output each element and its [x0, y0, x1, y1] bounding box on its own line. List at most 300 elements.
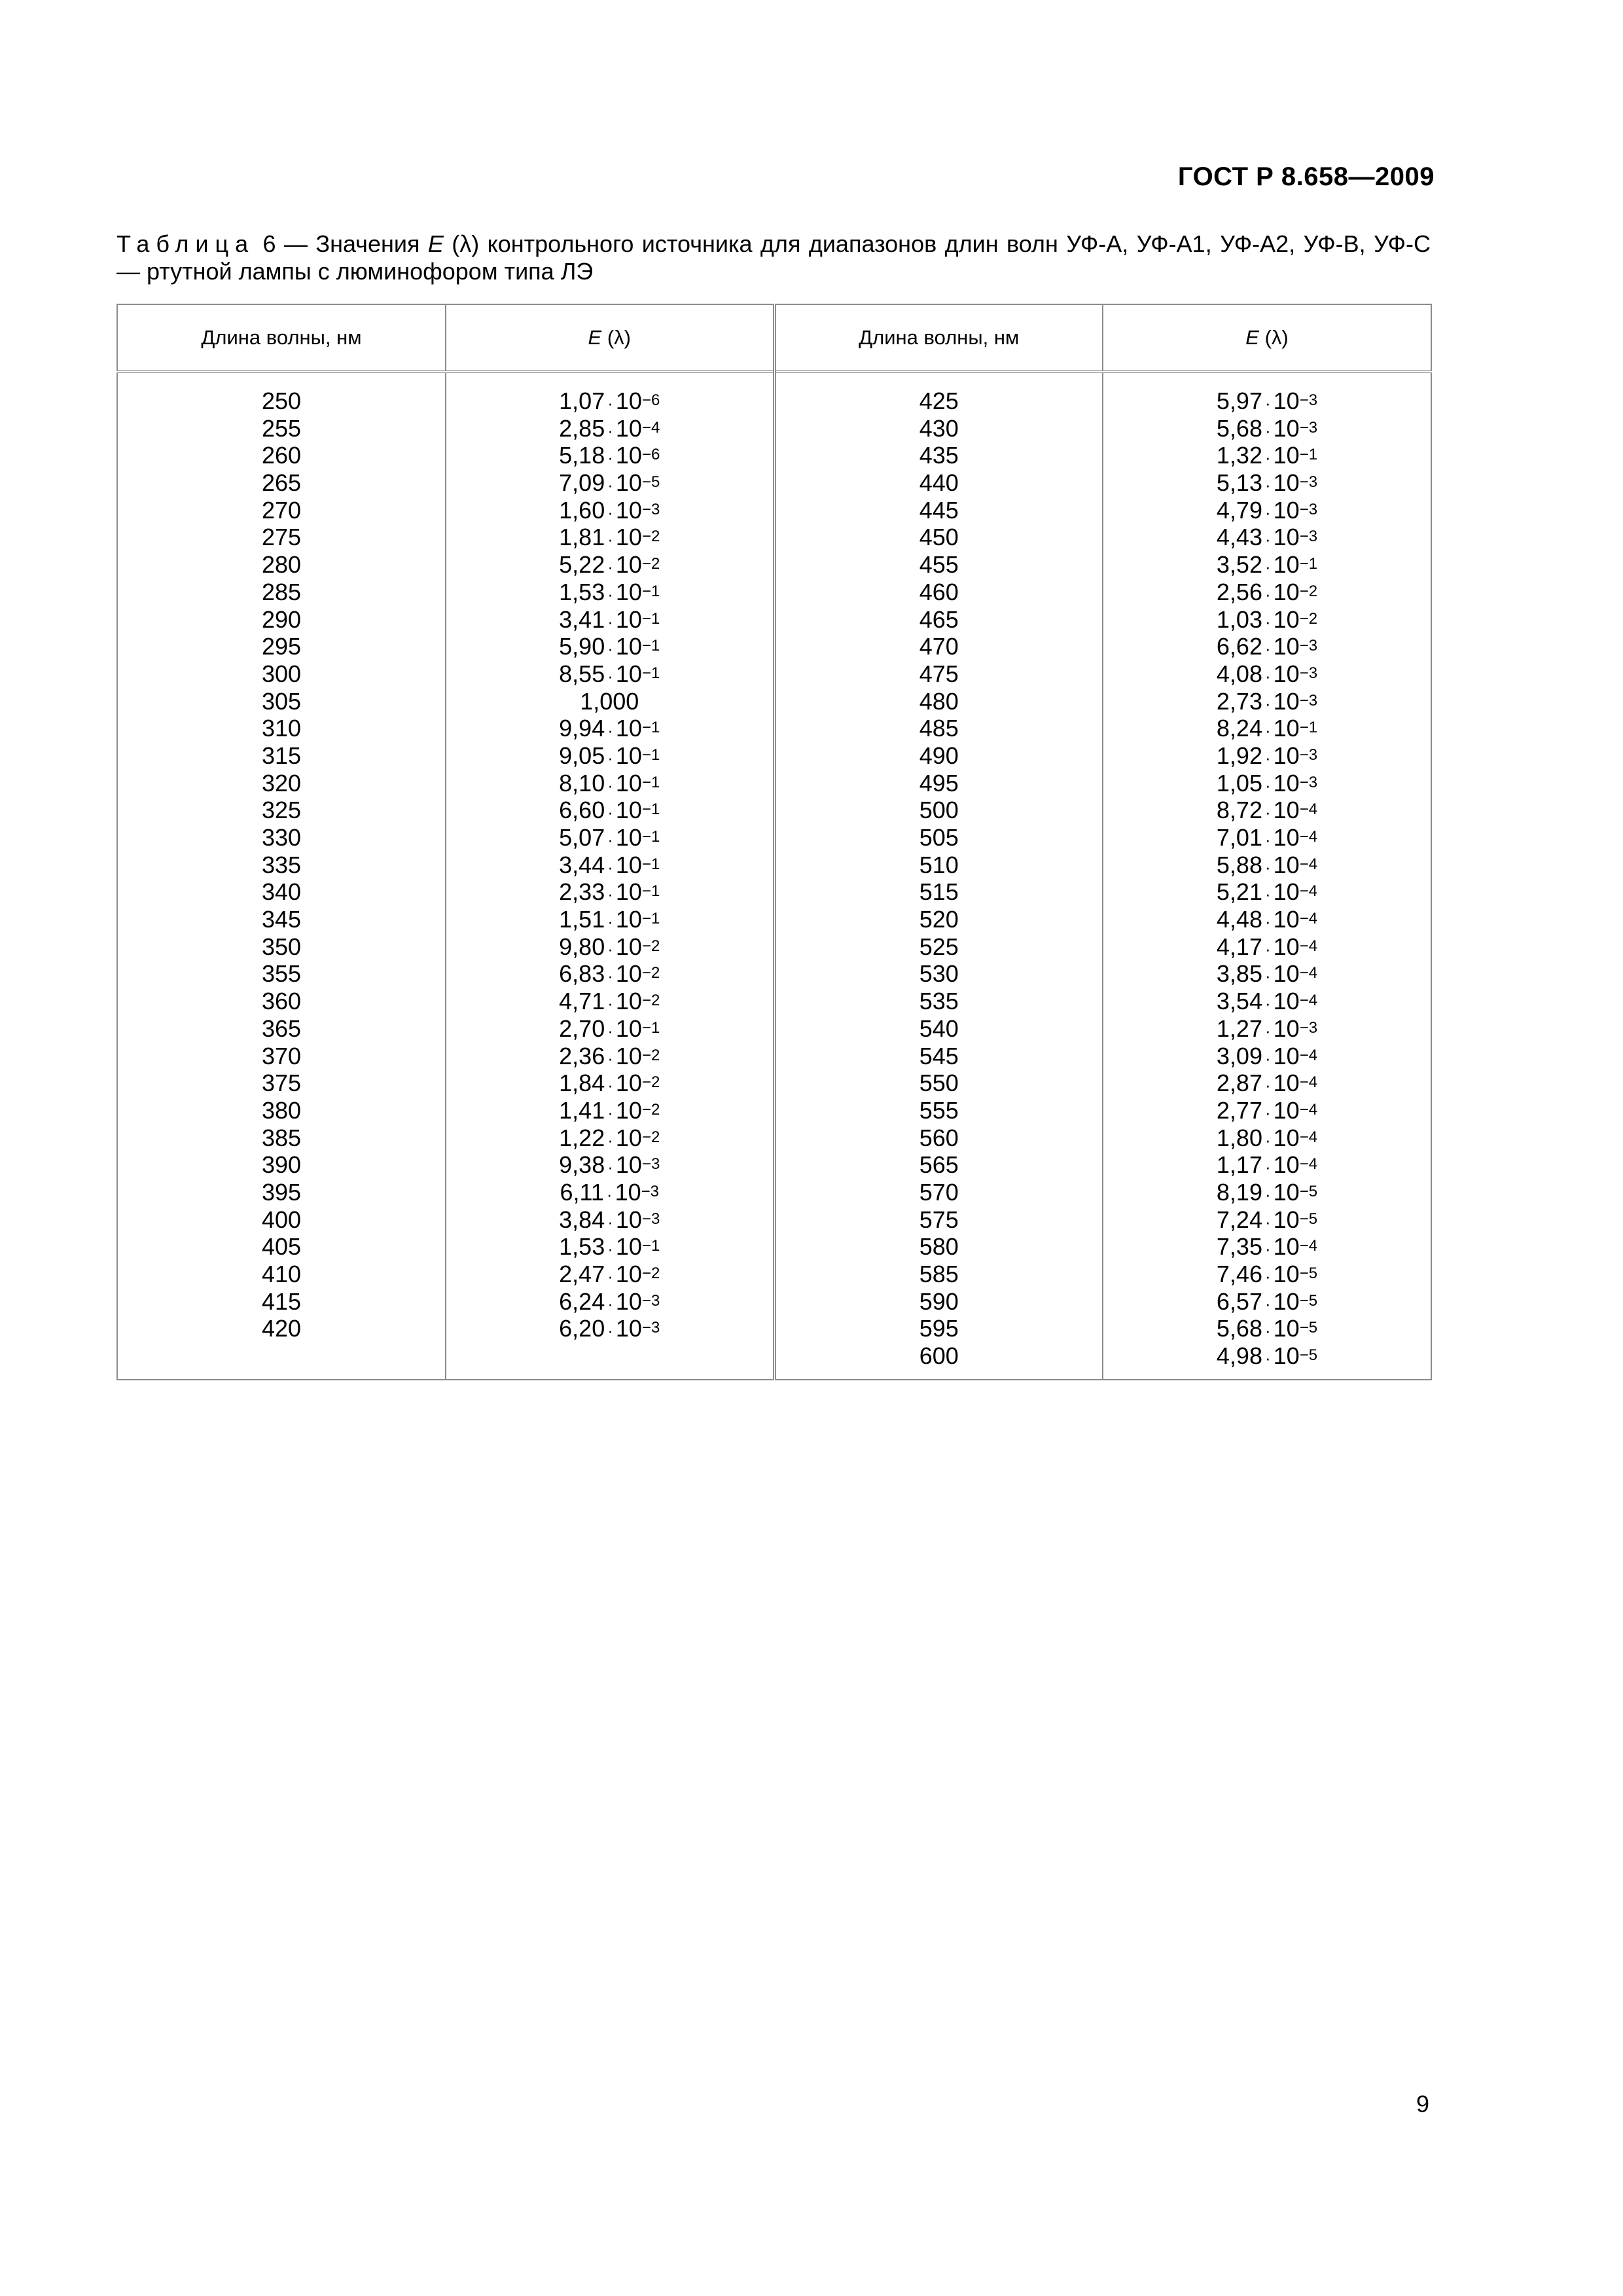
mantissa: 3,41 — [559, 605, 605, 633]
power-base: 10 — [1273, 1069, 1300, 1097]
value-cell — [1103, 660, 1431, 688]
exponent: −4 — [1299, 910, 1318, 928]
multiply-dot: · — [607, 557, 613, 577]
mantissa: 5,22 — [559, 551, 605, 579]
power-base: 10 — [615, 1315, 642, 1342]
multiply-dot: · — [1264, 1130, 1271, 1150]
wavelength-cell: 510 — [919, 851, 959, 878]
header-e-suffix-right: (λ) — [1258, 326, 1289, 349]
value-cell — [446, 1151, 773, 1179]
mantissa: 2,33 — [559, 878, 605, 906]
exponent: −4 — [641, 418, 660, 437]
power-base: 10 — [615, 1042, 642, 1069]
wavelength-cell: 545 — [919, 1042, 959, 1069]
power-base: 10 — [615, 496, 642, 524]
power-base: 10 — [615, 605, 642, 633]
multiply-dot: · — [607, 639, 613, 659]
value-cell — [446, 579, 773, 606]
value-column-right — [1103, 372, 1431, 1380]
multiply-dot: · — [607, 1020, 613, 1041]
mantissa: 3,84 — [559, 1206, 605, 1233]
power-base: 10 — [615, 1261, 642, 1287]
mantissa: 2,77 — [1216, 1096, 1262, 1124]
power-base: 10 — [615, 878, 642, 906]
wavelength-cell: 580 — [919, 1233, 959, 1261]
value-cell — [446, 742, 773, 770]
power-base: 10 — [1273, 715, 1300, 742]
value-cell — [446, 1069, 773, 1097]
mantissa: 5,97 — [1216, 387, 1262, 414]
value-cell — [446, 524, 773, 551]
wavelength-cell: 515 — [919, 878, 959, 906]
header-e-symbol-right: E — [1245, 326, 1259, 349]
table-header-row — [117, 304, 1431, 372]
multiply-dot: · — [1264, 1293, 1271, 1314]
value-cell — [1103, 688, 1431, 715]
multiply-dot: · — [1264, 1184, 1271, 1204]
value-cell — [446, 1015, 773, 1043]
exponent: −3 — [641, 500, 660, 518]
value-cell — [446, 442, 773, 469]
wavelength-cell: 400 — [261, 1206, 302, 1233]
multiply-dot: · — [607, 857, 613, 877]
wavelength-cell: 395 — [261, 1178, 302, 1206]
value-cell — [1103, 1179, 1431, 1206]
exponent: −3 — [1299, 745, 1318, 764]
exponent: −4 — [1299, 1100, 1318, 1119]
value-cell — [446, 660, 773, 688]
power-base: 10 — [615, 524, 642, 551]
mantissa: 9,94 — [559, 715, 605, 742]
exponent: −3 — [1299, 391, 1318, 409]
multiply-dot: · — [607, 802, 613, 823]
power-base: 10 — [615, 387, 642, 414]
mantissa: 9,38 — [559, 1151, 605, 1179]
value-cell — [1103, 579, 1431, 606]
mantissa: 6,83 — [559, 960, 605, 988]
wavelength-cell: 310 — [261, 715, 302, 742]
mantissa: 1,51 — [559, 906, 605, 933]
wavelength-column-right — [774, 372, 1103, 1380]
mantissa: 6,62 — [1216, 633, 1262, 660]
exponent: −1 — [641, 882, 660, 901]
multiply-dot: · — [607, 1239, 613, 1259]
exponent: −3 — [1299, 637, 1318, 655]
exponent: −3 — [1299, 528, 1318, 546]
multiply-dot: · — [607, 1130, 613, 1150]
wavelength-cell: 590 — [919, 1287, 959, 1315]
exponent: −5 — [1299, 1319, 1318, 1337]
mantissa: 9,80 — [559, 933, 605, 960]
multiply-dot: · — [1264, 393, 1271, 413]
wavelength-cell: 420 — [261, 1315, 302, 1342]
power-base: 10 — [1273, 1096, 1300, 1124]
mantissa: 5,07 — [559, 824, 605, 851]
value-cell — [1103, 497, 1431, 524]
mantissa: 1,07 — [559, 387, 605, 414]
value-cell — [1103, 797, 1431, 824]
wavelength-cell: 365 — [261, 1014, 302, 1042]
value-cell — [446, 551, 773, 579]
power-base: 10 — [1273, 878, 1300, 906]
power-base: 10 — [1273, 824, 1300, 851]
header-e-suffix-left: (λ) — [601, 326, 631, 349]
power-base: 10 — [1273, 933, 1300, 960]
exponent: −1 — [641, 609, 660, 628]
exponent: −5 — [641, 473, 660, 492]
multiply-dot: · — [1264, 420, 1271, 440]
multiply-dot: · — [1264, 1157, 1271, 1177]
exponent: −3 — [641, 1182, 659, 1200]
table-body-row — [117, 372, 1431, 1380]
power-base: 10 — [615, 469, 642, 497]
multiply-dot: · — [1264, 1020, 1271, 1041]
mantissa: 2,73 — [1216, 687, 1262, 715]
power-base: 10 — [1273, 1014, 1300, 1042]
wavelength-cell: 490 — [919, 742, 959, 769]
power-base: 10 — [615, 933, 642, 960]
mantissa: 7,09 — [559, 469, 605, 497]
multiply-dot: · — [607, 420, 613, 440]
exponent: −4 — [1299, 1128, 1318, 1146]
wavelength-cell: 405 — [261, 1233, 302, 1261]
mantissa: 1,60 — [559, 496, 605, 524]
wavelength-cell: 390 — [261, 1151, 302, 1179]
wavelength-cell: 495 — [919, 769, 959, 797]
mantissa: 2,47 — [559, 1261, 605, 1287]
power-base: 10 — [615, 960, 642, 988]
value-cell — [1103, 1315, 1431, 1342]
wavelength-cell: 300 — [261, 660, 302, 687]
multiply-dot: · — [607, 1048, 613, 1068]
power-base: 10 — [615, 1124, 642, 1151]
exponent: −1 — [641, 1018, 660, 1037]
mantissa: 7,35 — [1216, 1233, 1262, 1261]
wavelength-cell: 425 — [919, 387, 959, 414]
mantissa: 7,46 — [1216, 1261, 1262, 1287]
power-base: 10 — [1273, 742, 1300, 769]
exponent: −5 — [1299, 1182, 1318, 1200]
exponent: −4 — [1299, 1237, 1318, 1255]
wavelength-cell: 270 — [261, 496, 302, 524]
wavelength-cell: 410 — [261, 1261, 302, 1287]
power-base: 10 — [1273, 906, 1300, 933]
mantissa: 8,10 — [559, 769, 605, 797]
value-cell — [1103, 1261, 1431, 1288]
mantissa: 6,20 — [559, 1315, 605, 1342]
exponent: −5 — [1299, 1346, 1318, 1365]
mantissa: 7,24 — [1216, 1206, 1262, 1233]
multiply-dot: · — [1264, 557, 1271, 577]
mantissa: 6,60 — [559, 797, 605, 824]
multiply-dot: · — [1264, 693, 1271, 713]
multiply-dot: · — [1264, 639, 1271, 659]
multiply-dot: · — [607, 1075, 613, 1096]
value-cell — [446, 852, 773, 879]
wavelength-cell: 520 — [919, 906, 959, 933]
power-base: 10 — [1273, 1287, 1300, 1315]
mantissa: 4,71 — [559, 988, 605, 1015]
multiply-dot: · — [607, 884, 613, 905]
power-base: 10 — [1273, 1315, 1300, 1342]
mantissa: 1,92 — [1216, 742, 1262, 769]
wavelength-cell: 415 — [261, 1287, 302, 1315]
mantissa: 2,56 — [1216, 578, 1262, 605]
exponent: −6 — [641, 391, 660, 409]
wavelength-cell: 570 — [919, 1178, 959, 1206]
wavelength-cell: 430 — [919, 414, 959, 442]
mantissa: 1,53 — [559, 578, 605, 605]
mantissa: 4,98 — [1216, 1342, 1262, 1370]
wavelength-cell: 355 — [261, 960, 302, 988]
multiply-dot: · — [1264, 939, 1271, 959]
exponent: −5 — [1299, 1265, 1318, 1282]
power-base: 10 — [615, 551, 642, 579]
value-cell — [1103, 633, 1431, 660]
exponent: −1 — [641, 910, 660, 928]
exponent: −2 — [641, 1265, 660, 1282]
wavelength-cell: 475 — [919, 660, 959, 687]
power-base: 10 — [615, 414, 642, 442]
wavelength-cell: 595 — [919, 1315, 959, 1342]
value-cell — [446, 988, 773, 1015]
exponent: −5 — [1299, 1210, 1318, 1228]
wavelength-cell: 370 — [261, 1042, 302, 1069]
wavelength-cell: 290 — [261, 605, 302, 633]
mantissa: 6,57 — [1216, 1287, 1262, 1315]
wavelength-column-left — [117, 372, 446, 1380]
mantissa: 1,05 — [1216, 769, 1262, 797]
power-base: 10 — [615, 715, 642, 742]
power-base: 10 — [615, 633, 642, 660]
value-cell — [446, 415, 773, 442]
exponent: −2 — [641, 528, 660, 546]
power-base: 10 — [1273, 988, 1300, 1015]
value-cell — [1103, 770, 1431, 797]
mantissa: 4,48 — [1216, 906, 1262, 933]
power-base: 10 — [615, 1014, 642, 1042]
mantissa: 5,13 — [1216, 469, 1262, 497]
wavelength-cell: 265 — [261, 469, 302, 497]
value-cell — [1103, 878, 1431, 906]
mantissa: 4,79 — [1216, 496, 1262, 524]
page-number: 9 — [1416, 2090, 1429, 2117]
wavelength-cell: 375 — [261, 1069, 302, 1097]
value-cell — [1103, 1151, 1431, 1179]
multiply-dot: · — [607, 1157, 613, 1177]
mantissa: 1,27 — [1216, 1014, 1262, 1042]
wavelength-cell: 330 — [261, 824, 302, 851]
exponent: −2 — [641, 964, 660, 982]
multiply-dot: · — [607, 393, 613, 413]
mantissa: 1,53 — [559, 1233, 605, 1261]
value-cell — [1103, 1288, 1431, 1316]
wavelength-cell: 560 — [919, 1124, 959, 1151]
power-base: 10 — [1273, 387, 1300, 414]
multiply-dot: · — [1264, 884, 1271, 905]
header-e-symbol-left: E — [588, 326, 602, 349]
wavelength-cell: 585 — [919, 1261, 959, 1287]
power-base: 10 — [615, 1287, 642, 1315]
value-cell — [1103, 469, 1431, 497]
wavelength-cell: 535 — [919, 988, 959, 1015]
mantissa: 2,87 — [1216, 1069, 1262, 1097]
wavelength-cell: 530 — [919, 960, 959, 988]
value-cell — [446, 1261, 773, 1288]
power-base: 10 — [1273, 1206, 1300, 1233]
mantissa: 3,54 — [1216, 988, 1262, 1015]
exponent: −3 — [1299, 664, 1318, 682]
exponent: −3 — [1299, 473, 1318, 492]
power-base: 10 — [1273, 960, 1300, 988]
multiply-dot: · — [1264, 1102, 1271, 1122]
multiply-dot: · — [1264, 529, 1271, 550]
wavelength-cell: 445 — [919, 496, 959, 524]
multiply-dot: · — [607, 529, 613, 550]
exponent: −3 — [1299, 418, 1318, 437]
value-cell — [1103, 442, 1431, 469]
power-base: 10 — [615, 769, 642, 797]
wavelength-cell: 540 — [919, 1014, 959, 1042]
exponent: −5 — [1299, 1291, 1318, 1310]
mantissa: 5,68 — [1216, 414, 1262, 442]
wavelength-cell: 435 — [919, 442, 959, 469]
power-base: 10 — [615, 578, 642, 605]
power-base: 10 — [1273, 605, 1300, 633]
value-cell — [446, 715, 773, 742]
multiply-dot: · — [1264, 502, 1271, 522]
multiply-dot: · — [607, 939, 613, 959]
value-cell — [446, 933, 773, 961]
mantissa: 5,21 — [1216, 878, 1262, 906]
mantissa: 2,36 — [559, 1042, 605, 1069]
wavelength-cell: 315 — [261, 742, 302, 769]
multiply-dot: · — [1264, 1075, 1271, 1096]
multiply-dot: · — [1264, 747, 1271, 768]
power-base: 10 — [615, 851, 642, 878]
value-cell — [446, 797, 773, 824]
wavelength-cell: 455 — [919, 551, 959, 579]
power-base: 10 — [1273, 797, 1300, 824]
multiply-dot: · — [1264, 1211, 1271, 1232]
exponent: −1 — [641, 664, 660, 682]
power-base: 10 — [615, 1096, 642, 1124]
multiply-dot: · — [607, 475, 613, 495]
mantissa: 3,52 — [1216, 551, 1262, 579]
exponent: −6 — [641, 446, 660, 464]
wavelength-cell: 360 — [261, 988, 302, 1015]
power-base: 10 — [1273, 1151, 1300, 1179]
wavelength-cell: 470 — [919, 633, 959, 660]
exponent: −1 — [641, 745, 660, 764]
exponent: −4 — [1299, 1073, 1318, 1092]
value-cell — [1103, 1015, 1431, 1043]
value-cell — [446, 770, 773, 797]
exponent: −2 — [641, 1073, 660, 1092]
value-cell — [1103, 1043, 1431, 1070]
multiply-dot: · — [607, 830, 613, 850]
exponent: −1 — [1299, 719, 1318, 737]
exponent: −1 — [641, 1237, 660, 1255]
value-cell — [1103, 1233, 1431, 1261]
mantissa: 1,84 — [559, 1069, 605, 1097]
multiply-dot: · — [1264, 448, 1271, 468]
exponent: −2 — [641, 937, 660, 955]
multiply-dot: · — [607, 721, 613, 741]
header-e-lambda-left — [446, 304, 774, 372]
multiply-dot: · — [1264, 802, 1271, 823]
power-base: 10 — [1273, 414, 1300, 442]
multiply-dot: · — [606, 1184, 613, 1204]
multiply-dot: · — [607, 448, 613, 468]
exponent: −1 — [641, 637, 660, 655]
table-caption — [116, 230, 1431, 285]
mantissa: 7,01 — [1216, 824, 1262, 851]
value-cell — [1103, 1097, 1431, 1124]
spectral-table — [116, 304, 1432, 1380]
exponent: −4 — [1299, 937, 1318, 955]
exponent: −2 — [641, 1100, 660, 1119]
exponent: −1 — [641, 719, 660, 737]
exponent: −4 — [1299, 992, 1318, 1010]
exponent: −3 — [1299, 691, 1318, 709]
header-e-lambda-right — [1103, 304, 1431, 372]
exponent: −4 — [1299, 800, 1318, 819]
exponent: −3 — [641, 1210, 660, 1228]
wavelength-cell: 275 — [261, 524, 302, 551]
power-base: 10 — [1273, 469, 1300, 497]
value-cell — [446, 1233, 773, 1261]
power-base: 10 — [615, 824, 642, 851]
multiply-dot: · — [607, 1211, 613, 1232]
value-cell — [446, 688, 773, 715]
wavelength-cell: 255 — [261, 414, 302, 442]
wavelength-cell: 250 — [261, 387, 302, 414]
exponent: −1 — [641, 582, 660, 600]
power-base: 10 — [615, 1069, 642, 1097]
power-base: 10 — [1273, 1124, 1300, 1151]
value-cell — [1103, 906, 1431, 933]
mantissa: 1,03 — [1216, 605, 1262, 633]
multiply-dot: · — [607, 747, 613, 768]
value-cell — [1103, 1124, 1431, 1152]
mantissa: 2,70 — [559, 1014, 605, 1042]
value-cell — [446, 1124, 773, 1152]
power-base: 10 — [1273, 496, 1300, 524]
value-cell — [446, 633, 773, 660]
power-base: 10 — [1273, 660, 1300, 687]
power-base: 10 — [615, 660, 642, 687]
wavelength-cell: 550 — [919, 1069, 959, 1097]
mantissa: 1,17 — [1216, 1151, 1262, 1179]
multiply-dot: · — [607, 1266, 613, 1286]
caption-symbol-e: E — [427, 230, 444, 257]
power-base: 10 — [615, 442, 642, 469]
value-column-left — [446, 372, 774, 1380]
exponent: −2 — [1299, 609, 1318, 628]
power-base: 10 — [1273, 687, 1300, 715]
wavelength-cell: 385 — [261, 1124, 302, 1151]
value-cell — [446, 1043, 773, 1070]
mantissa: 5,90 — [559, 633, 605, 660]
value-cell — [446, 469, 773, 497]
multiply-dot: · — [1264, 1239, 1271, 1259]
multiply-dot: · — [607, 1102, 613, 1122]
exponent: −3 — [1299, 1018, 1318, 1037]
multiply-dot: · — [607, 1321, 613, 1341]
value-cell — [446, 1315, 773, 1342]
mantissa: 1,41 — [559, 1096, 605, 1124]
